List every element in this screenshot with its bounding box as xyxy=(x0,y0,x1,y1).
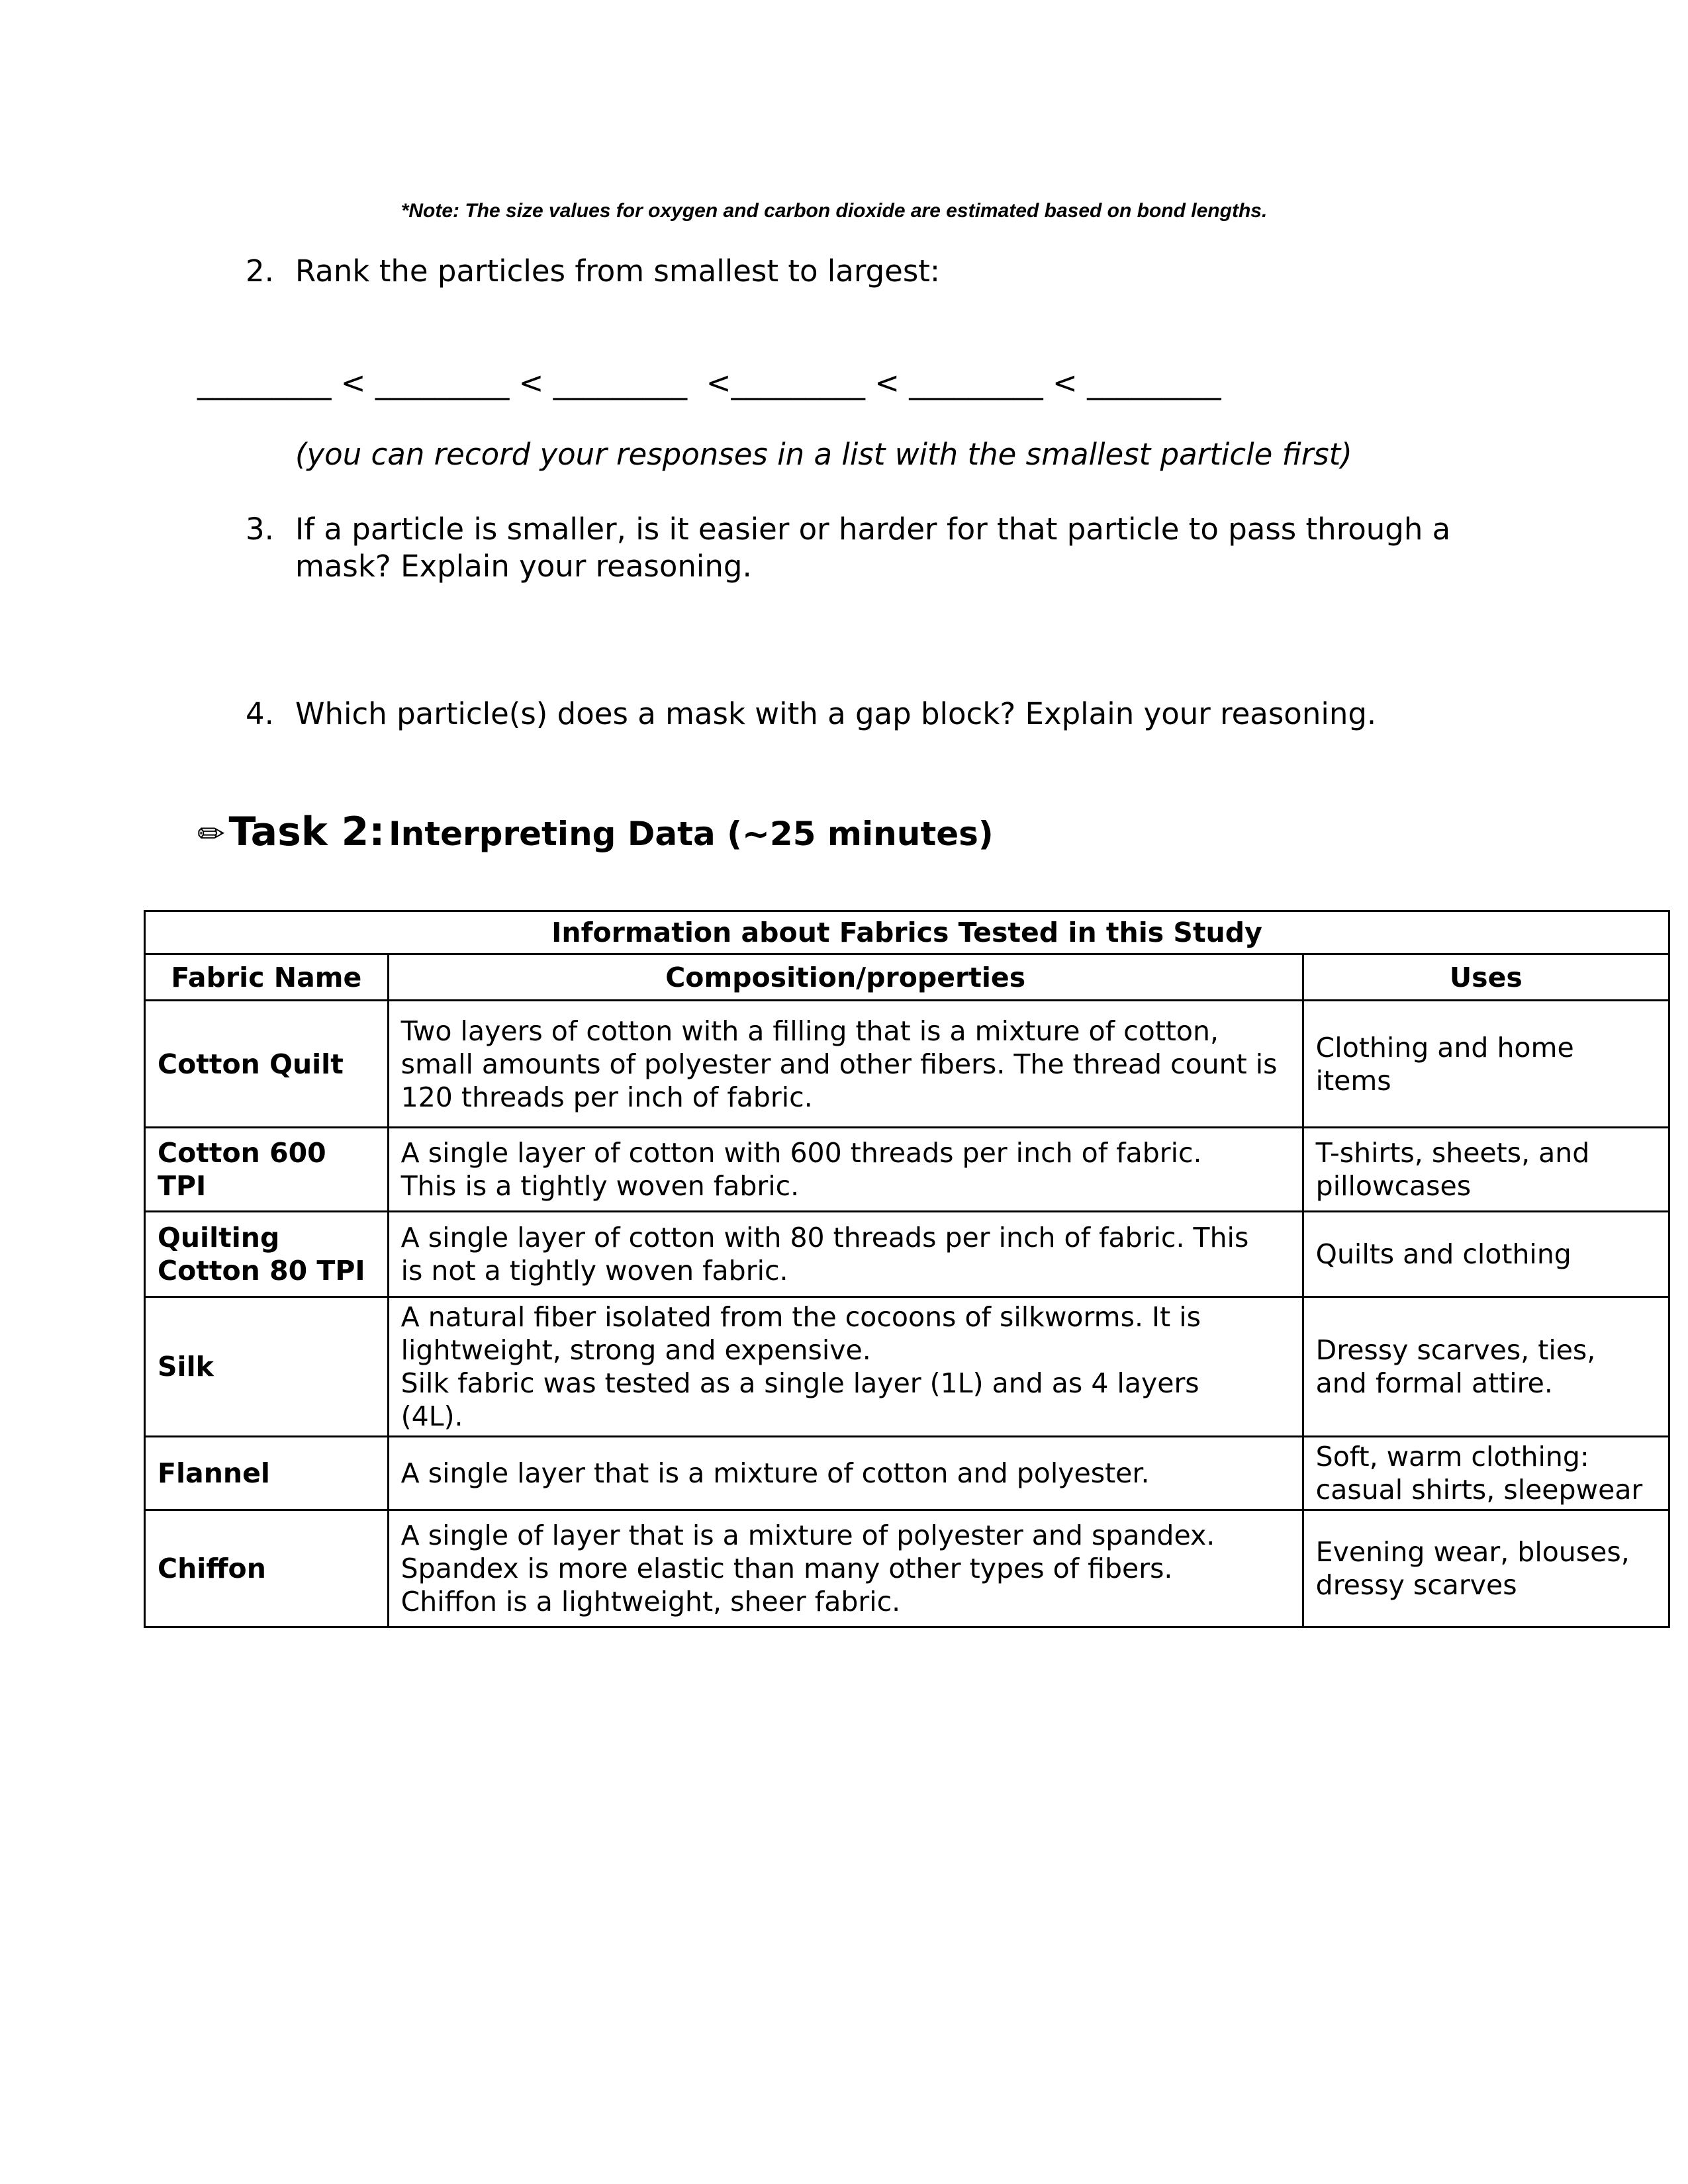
uses-cell xyxy=(1303,1128,1669,1212)
task-title: Interpreting Data (~25 minutes) xyxy=(389,815,994,853)
ranking-blanks[interactable]: _________ < _________ < _________ <_________ < _________ < _________ xyxy=(197,365,1221,400)
cell-line: is not a tightly woven fabric. xyxy=(400,1255,788,1287)
cell-line: dressy scarves xyxy=(1315,1569,1517,1601)
question-number: 4. xyxy=(246,696,274,731)
task-heading xyxy=(197,809,994,855)
composition-cell xyxy=(388,1128,1303,1212)
fabric-name-cell xyxy=(145,1297,389,1437)
cell-line: A single layer of cotton with 600 threads per inch of fabric. xyxy=(400,1137,1202,1169)
composition-cell xyxy=(388,1212,1303,1297)
header-composition: Composition/properties xyxy=(388,954,1303,1001)
composition-cell xyxy=(388,1437,1303,1510)
uses-cell xyxy=(1303,1437,1669,1510)
fabric-name-cell xyxy=(145,1212,389,1297)
cell-line: casual shirts, sleepwear xyxy=(1315,1474,1643,1506)
uses-cell xyxy=(1303,1297,1669,1437)
composition-cell xyxy=(388,1297,1303,1437)
fabric-name-cell xyxy=(145,1128,389,1212)
size-note: *Note: The size values for oxygen and carbon dioxide are estimated based on bond lengths. xyxy=(400,200,1268,222)
cell-line: Cotton Quilt xyxy=(158,1048,344,1080)
question-line: If a particle is smaller, is it easier or harder for that particle to pass through a xyxy=(295,512,1451,547)
cell-line: This is a tightly woven fabric. xyxy=(400,1170,800,1202)
cell-line: Quilting xyxy=(158,1222,280,1253)
cell-line: Evening wear, blouses, xyxy=(1315,1536,1630,1568)
question-line: mask? Explain your reasoning. xyxy=(295,549,752,584)
cell-line: Soft, warm clothing: xyxy=(1315,1441,1589,1473)
cell-line: items xyxy=(1315,1064,1391,1097)
cell-line: A natural fiber isolated from the cocoons of silkworms. It is xyxy=(400,1301,1201,1333)
cell-line: Chiffon xyxy=(158,1553,266,1584)
table-row xyxy=(145,1437,1669,1510)
cell-line: small amounts of polyester and other fibers. The thread count is xyxy=(400,1048,1278,1080)
table-row xyxy=(145,1001,1669,1128)
cell-line: Dressy scarves, ties, xyxy=(1315,1334,1596,1366)
table-row xyxy=(145,1212,1669,1297)
question-number: 2. xyxy=(246,253,274,289)
cell-line: (4L). xyxy=(400,1400,463,1432)
cell-line: pillowcases xyxy=(1315,1170,1472,1202)
table-title: Information about Fabrics Tested in this Study xyxy=(145,911,1669,954)
pencil-icon: ✏ xyxy=(197,815,225,853)
fabric-name-cell xyxy=(145,1437,389,1510)
question-number: 3. xyxy=(246,512,274,547)
ranking-hint: (you can record your responses in a list with the smallest particle first) xyxy=(295,437,1352,472)
fabric-name-cell xyxy=(145,1510,389,1627)
composition-cell xyxy=(388,1510,1303,1627)
cell-line: Flannel xyxy=(158,1457,270,1489)
table-row xyxy=(145,1510,1669,1627)
cell-line: Spandex is more elastic than many other types of fibers. xyxy=(400,1553,1173,1584)
cell-line: Quilts and clothing xyxy=(1315,1238,1571,1270)
header-fabric-name: Fabric Name xyxy=(145,954,389,1001)
cell-line: Silk fabric was tested as a single layer (1L) and as 4 layers xyxy=(400,1367,1199,1399)
question-text: Which particle(s) does a mask with a gap block? Explain your reasoning. xyxy=(295,696,1377,731)
cell-line: A single layer of cotton with 80 threads per inch of fabric. This xyxy=(400,1222,1249,1253)
task-label: Task 2: xyxy=(228,809,385,855)
cell-line: A single layer that is a mixture of cotton and polyester. xyxy=(400,1457,1150,1489)
composition-cell xyxy=(388,1001,1303,1128)
cell-line: and formal attire. xyxy=(1315,1367,1553,1399)
cell-line: A single of layer that is a mixture of polyester and spandex. xyxy=(400,1520,1215,1551)
cell-line: 120 threads per inch of fabric. xyxy=(400,1081,813,1113)
cell-line: T-shirts, sheets, and xyxy=(1315,1137,1590,1169)
table-row xyxy=(145,1297,1669,1437)
header-uses: Uses xyxy=(1303,954,1669,1001)
table-row xyxy=(145,1128,1669,1212)
cell-line: Silk xyxy=(158,1351,214,1383)
cell-line: Clothing and home xyxy=(1315,1031,1574,1064)
cell-line: Cotton 600 xyxy=(158,1137,326,1169)
fabric-name-cell xyxy=(145,1001,389,1128)
cell-line: TPI xyxy=(158,1170,207,1202)
cell-line: Cotton 80 TPI xyxy=(158,1255,365,1287)
uses-cell xyxy=(1303,1212,1669,1297)
question-text xyxy=(295,511,1553,585)
cell-line: Chiffon is a lightweight, sheer fabric. xyxy=(400,1586,901,1617)
fabrics-table xyxy=(144,910,1670,1628)
question-text: Rank the particles from smallest to largest: xyxy=(295,253,941,289)
uses-cell xyxy=(1303,1001,1669,1128)
cell-line: lightweight, strong and expensive. xyxy=(400,1334,871,1366)
uses-cell xyxy=(1303,1510,1669,1627)
cell-line: Two layers of cotton with a filling that is a mixture of cotton, xyxy=(400,1015,1219,1047)
